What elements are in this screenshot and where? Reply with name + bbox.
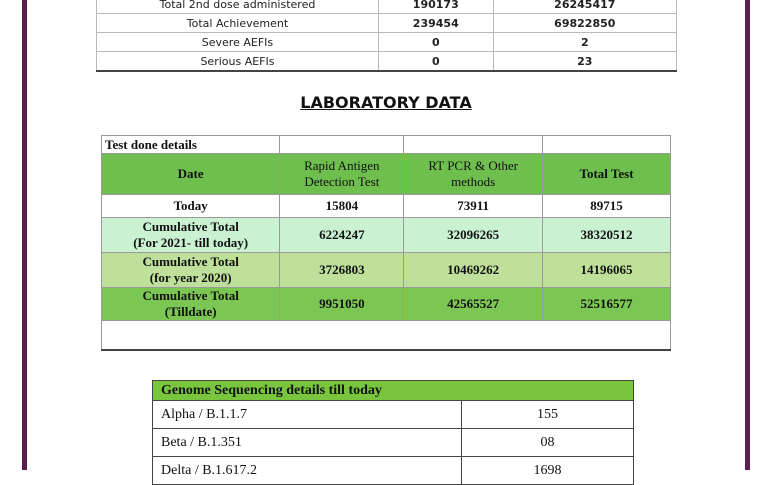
row-rtpcr: 10469262 (404, 253, 543, 288)
vaccination-table (96, 0, 677, 72)
row-rtpcr: 73911 (404, 195, 543, 218)
row-value-today: 0 (378, 52, 493, 72)
header-rapid-antigen: Rapid Antigen Detection Test (280, 154, 404, 195)
row-value-cumulative: 26245417 (493, 0, 676, 14)
genome-title: Genome Sequencing details till today (153, 381, 634, 401)
variant-name: Beta / B.1.351 (153, 429, 462, 457)
table-row (153, 429, 634, 457)
row-value-today: 0 (378, 33, 493, 52)
table-row (97, 0, 677, 14)
row-value-today: 190173 (378, 0, 493, 14)
row-rapid: 15804 (280, 195, 404, 218)
row-label: Total 2nd dose administered (97, 0, 379, 14)
genome-sequencing-table (152, 380, 634, 485)
variant-name: Delta / B.1.617.2 (153, 457, 462, 485)
variant-count: 155 (462, 401, 634, 429)
row-label: Cumulative Total (Tilldate) (102, 288, 280, 321)
row-label: Serious AEFIs (97, 52, 379, 72)
table-row (102, 195, 671, 218)
table-row (102, 288, 671, 321)
row-label: Cumulative Total (For 2021- till today) (102, 218, 280, 253)
table-row (153, 457, 634, 485)
header-date: Date (102, 154, 280, 195)
table-row (102, 253, 671, 288)
table-row (97, 14, 677, 33)
header-total-test: Total Test (543, 154, 671, 195)
row-label: Total Achievement (97, 14, 379, 33)
table-empty-row (102, 321, 671, 351)
row-label: Cumulative Total (for year 2020) (102, 253, 280, 288)
row-rtpcr: 32096265 (404, 218, 543, 253)
row-value-cumulative: 69822850 (493, 14, 676, 33)
row-total: 89715 (543, 195, 671, 218)
row-rapid: 3726803 (280, 253, 404, 288)
header-rt-pcr: RT PCR & Other methods (404, 154, 543, 195)
row-value-cumulative: 23 (493, 52, 676, 72)
table-header-row (153, 381, 634, 401)
lab-section-title: LABORATORY DATA (300, 93, 472, 112)
row-total: 14196065 (543, 253, 671, 288)
row-value-cumulative: 2 (493, 33, 676, 52)
table-row (97, 52, 677, 72)
table-row (102, 218, 671, 253)
row-rapid: 6224247 (280, 218, 404, 253)
table-header-row (102, 154, 671, 195)
variant-count: 1698 (462, 457, 634, 485)
table-row (97, 33, 677, 52)
table-caption: Test done details (102, 136, 280, 154)
row-label: Today (102, 195, 280, 218)
variant-count: 08 (462, 429, 634, 457)
table-row (153, 401, 634, 429)
row-total: 52516577 (543, 288, 671, 321)
row-label: Severe AEFIs (97, 33, 379, 52)
row-rtpcr: 42565527 (404, 288, 543, 321)
row-rapid: 9951050 (280, 288, 404, 321)
row-value-today: 239454 (378, 14, 493, 33)
row-total: 38320512 (543, 218, 671, 253)
lab-test-table (101, 135, 671, 351)
table-caption-row (102, 136, 671, 154)
variant-name: Alpha / B.1.1.7 (153, 401, 462, 429)
